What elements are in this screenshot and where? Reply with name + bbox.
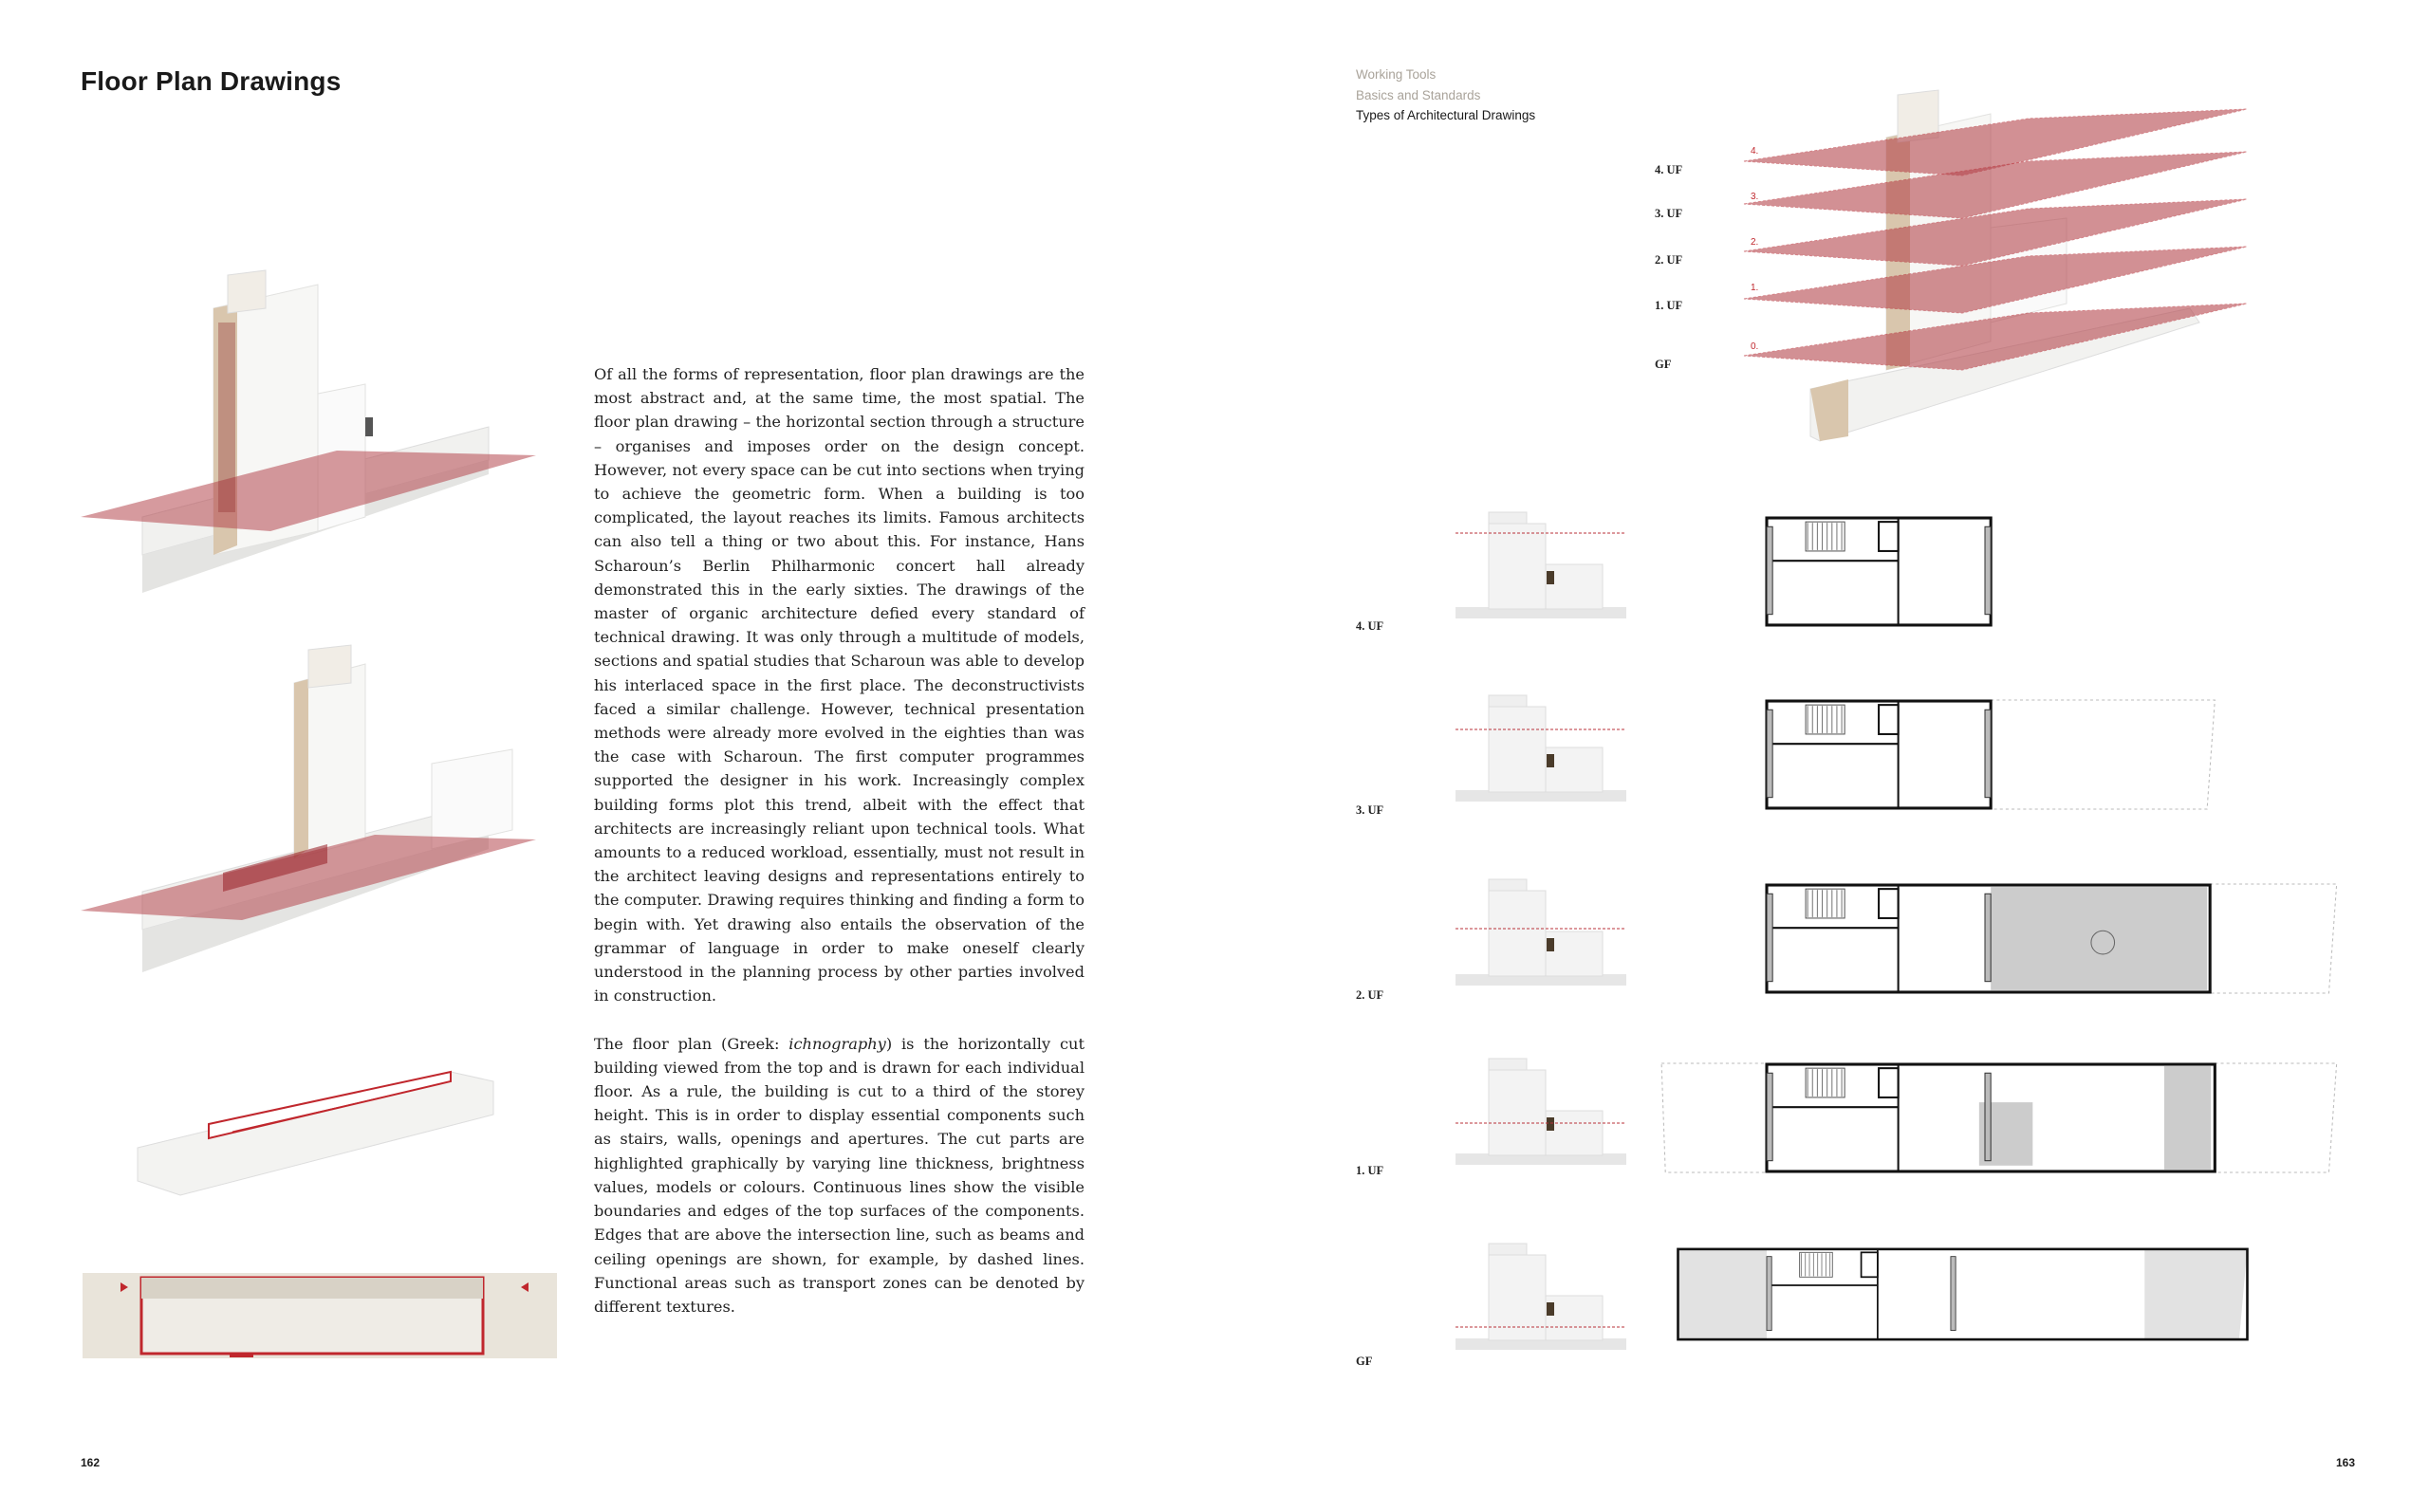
plane-number: 4. <box>1751 146 1759 157</box>
axonometric-label: 3. UF <box>1655 207 1683 220</box>
floor-plan <box>1767 700 2336 809</box>
floor-thumbnail <box>1456 1244 1631 1362</box>
floor-thumbnail <box>1456 695 1631 814</box>
axonometric-label: 4. UF <box>1655 163 1683 176</box>
breadcrumb-item[interactable]: Working Tools <box>1356 67 1437 82</box>
floor-thumbnail <box>1456 879 1631 998</box>
floor-plan <box>1767 1248 2336 1357</box>
plane-number: 0. <box>1751 341 1759 352</box>
axonometric-cut-ground-floor-2 <box>81 645 546 982</box>
axonometric-label: GF <box>1655 358 1672 371</box>
floor-plan <box>1767 1063 2336 1172</box>
plane-number: 3. <box>1751 192 1759 202</box>
plane-number: 1. <box>1751 283 1759 293</box>
axonometric-label: 2. UF <box>1655 253 1683 267</box>
page-title: Floor Plan Drawings <box>81 66 342 96</box>
floor-thumbnail <box>1456 1059 1631 1177</box>
exploded-axonometric-sections <box>1744 85 2256 446</box>
body-text <box>594 362 1085 1342</box>
breadcrumb-item-current: Types of Architectural Drawings <box>1356 108 1536 122</box>
breadcrumb-item[interactable]: Basics and Standards <box>1356 87 1481 102</box>
page-number-left: 162 <box>81 1456 101 1469</box>
paragraph-2-start: The floor plan (Greek: <box>594 1034 789 1053</box>
floor-label: GF <box>1356 1355 1373 1368</box>
floor-plan <box>1767 517 2336 626</box>
floor-label: 2. UF <box>1356 988 1384 1002</box>
floor-label: 4. UF <box>1356 619 1384 633</box>
paragraph-2-end: ) is the horizontally cut building viewed from the top and is drawn for each individual floor. As a rule, the building is cut to a third of the storey height. This is in order to display essential components such as stairs, walls, openings and apertures. The cut parts are highlighted graphically by varying line thickness, brightness values, models or colours. Continuous lines show the visible boundaries and edges of the top surfaces of the components. Edges that are above the intersection line, such as beams and ceiling openings are shown, for example, by dashed lines. Functional areas such as transport zones can be denoted by different textures. <box>594 1034 1085 1316</box>
page-number-right: 163 <box>2336 1456 2356 1469</box>
axonometric-label: 1. UF <box>1655 299 1683 312</box>
plane-number: 2. <box>1751 237 1759 248</box>
breadcrumb <box>1356 65 1535 126</box>
paragraph-1: Of all the forms of representation, floor plan drawings are the most abstract and, at the same time, the most spatial. The floor plan drawing – the horizontal section through a structure – organises and imposes order on the design concept. However, not every space can be cut into sections when trying to achieve the geometric form. When a building is too complicated, the layout reaches its limits. Famous architects can also tell a thing or two about this. For instance, Hans Scharoun’s Berlin Philharmonic concert hall already demonstrated this in the early sixties. The drawings of the master of organic architecture defied every standard of technical drawing. It was only through a multitude of models, sections and spatial studies that Scharoun was able to develop his interlaced space in the first place. The deconstructivists faced a similar challenge. However, technical presentation methods were already more evolved in the eighties than was the case with Scharoun. The first computer programmes supported the designer in his work. Increasingly complex building forms plot this trend, albeit with the effect that architects are increasingly reliant upon technical tools. What amounts to a reduced workload, essentially, must not result in the architect leaving designs and representations entirely to the computer. Drawing requires thinking and finding a form to begin with. Yet drawing also entails the observation of the grammar of language in order to make oneself clearly understood in the planning process by other parties involved in construction. <box>594 365 1085 1005</box>
floor-plan-model-photo <box>83 1273 557 1358</box>
floor-thumbnail <box>1456 512 1631 631</box>
axonometric-cut-plan <box>138 1058 498 1205</box>
paragraph-2 <box>594 1032 1085 1318</box>
floor-label: 3. UF <box>1356 803 1384 817</box>
floor-label: 1. UF <box>1356 1164 1384 1177</box>
paragraph-2-term: ichnography <box>788 1034 886 1053</box>
axonometric-cut-ground-floor-1 <box>81 270 546 598</box>
floor-plan <box>1767 884 2336 993</box>
